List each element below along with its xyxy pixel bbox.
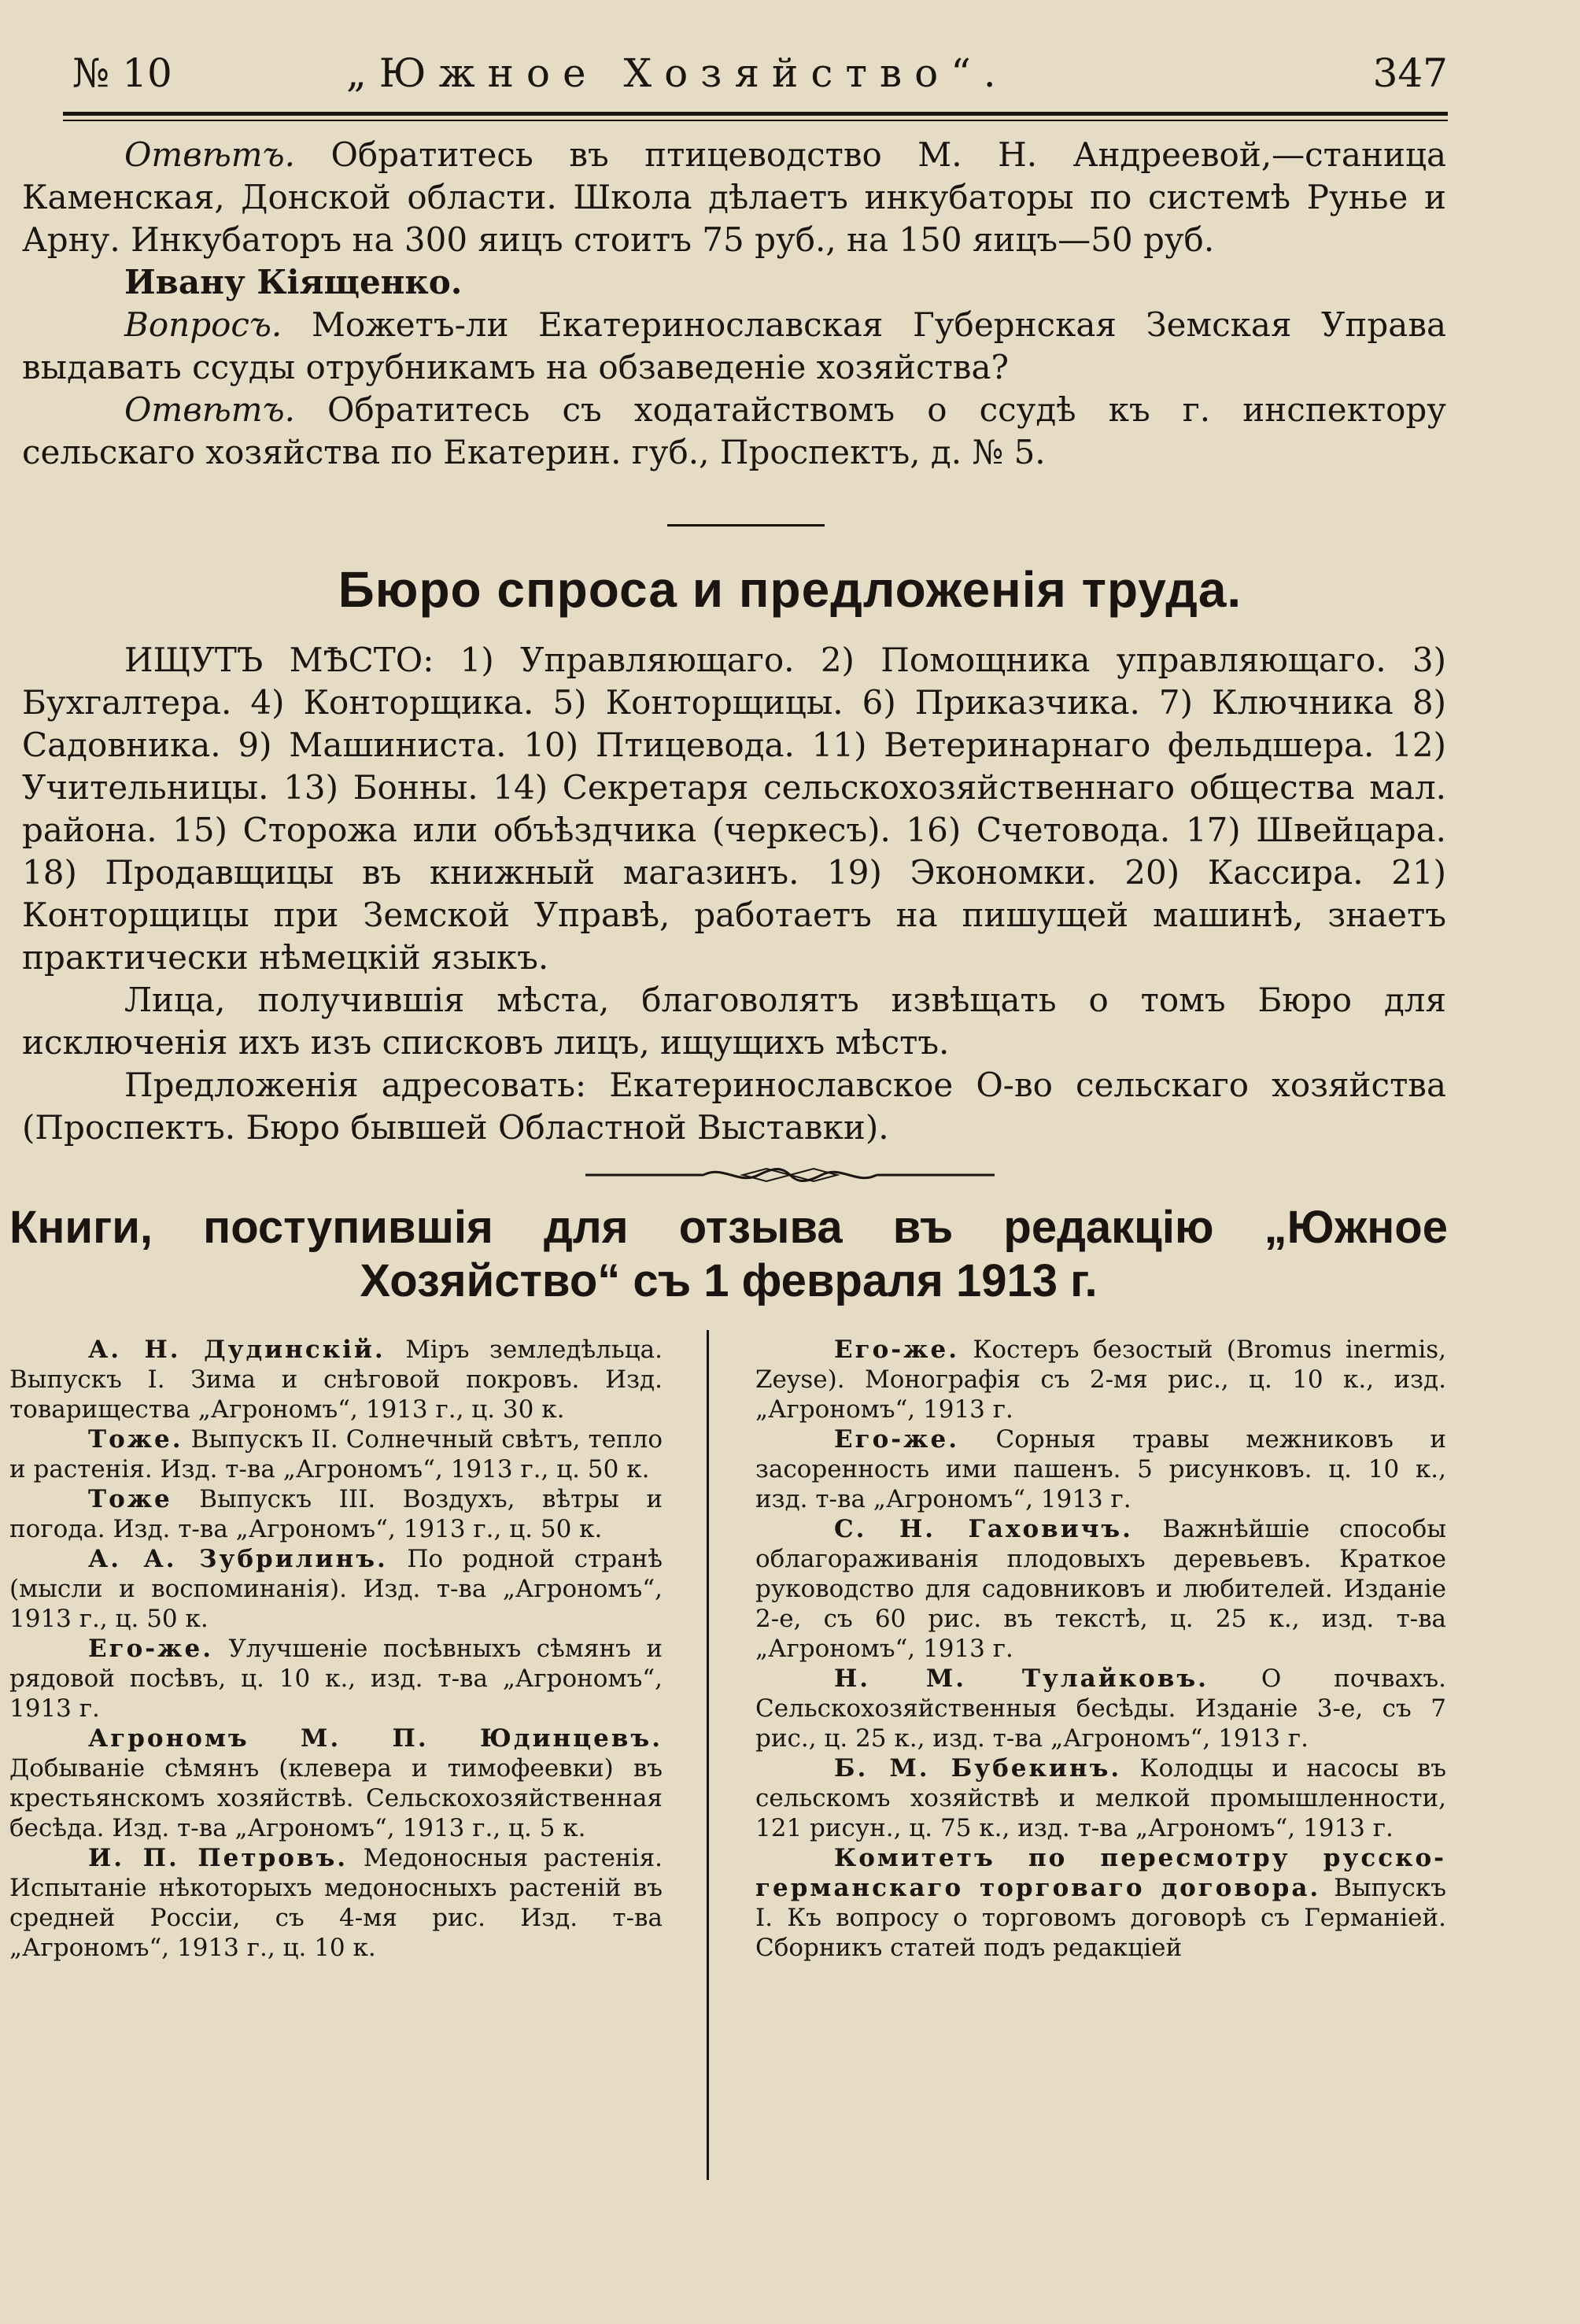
book-description: Міръ земледѣльца. Выпускъ I. Зима и снѣговой покровъ. Изд. товарищества „Агрономъ“, 1913 г., ц. 30 к. (9, 1336, 663, 1424)
question-text: Можетъ-ли Екатеринославская Губернская Земская Управа выдавать ссуды отрубникамъ на обзаведеніе хозяйства? (22, 305, 1446, 386)
book-author: Его-же. (88, 1635, 213, 1663)
book-entry (755, 1753, 1446, 1843)
column-divider (707, 1330, 709, 2180)
books-heading (9, 1201, 1448, 1308)
book-entry (9, 1335, 663, 1424)
book-entry (755, 1664, 1446, 1753)
books-heading-line-2: Хозяйство“ съ 1 февраля 1913 г. (360, 1255, 1098, 1306)
book-author: Комитетъ по пересмотру русско-германскаго торговаго договора. (755, 1844, 1446, 1902)
book-entry (9, 1484, 663, 1544)
answer-paragraph-1 (22, 134, 1446, 261)
book-description: Выпускъ II. Солнечный свѣтъ, тепло и растенія. Изд. т-ва „Агрономъ“, 1913 г., ц. 50 к. (9, 1425, 663, 1483)
book-author: Н. М. Тулайковъ. (834, 1664, 1209, 1693)
book-entry (9, 1544, 663, 1634)
book-description: О почвахъ. Сельскохозяйственныя бесѣды. Изданіе 3-е, съ 7 рис., ц. 25 к., изд. т-ва „Агрономъ“, 1913 г. (755, 1664, 1446, 1753)
header-rule-thick (63, 112, 1448, 116)
book-entry (755, 1424, 1446, 1514)
running-header (63, 46, 1448, 109)
book-description: Колодцы и насосы въ сельскомъ хозяйствѣ и мелкой промышленности, 121 рисун., ц. 75 к., изд. т-ва „Агрономъ“, 1913 г. (755, 1754, 1446, 1842)
question-label: Вопросъ. (124, 305, 282, 344)
book-author: Его-же. (834, 1336, 959, 1364)
book-author: А. Н. Дудинскій. (88, 1336, 386, 1364)
page-number: 347 (1372, 50, 1448, 96)
header-rule-thin (63, 120, 1448, 121)
book-author: И. П. Петровъ. (88, 1844, 349, 1872)
issue-number: № 10 (72, 50, 172, 96)
book-author: А. А. Зубрилинъ. (88, 1545, 388, 1573)
book-entry (9, 1634, 663, 1724)
book-entry (755, 1514, 1446, 1664)
book-author: Тоже. (88, 1425, 183, 1454)
book-description: Костеръ безостый (Bromus inermis, Zeyse). Монографія съ 2-мя рис., ц. 10 к., изд. „Агрономъ“, 1913 г. (755, 1336, 1446, 1424)
book-author: Тоже (88, 1485, 172, 1513)
book-description: Улучшеніе посѣвныхъ сѣмянъ и рядовой посѣвъ, ц. 10 к., изд. т-ва „Агрономъ“, 1913 г. (9, 1635, 663, 1723)
addressee: Ивану Кіященко. (124, 263, 463, 301)
bureau-note-2: Предложенія адресовать: Екатеринославское О-во сельскаго хозяйства (Проспектъ. Бюро бывшей Областной Выставки). (22, 1066, 1446, 1147)
book-author: Б. М. Бубекинъ. (834, 1754, 1122, 1783)
answer-text: Обратитесь съ ходатайствомъ о ссудѣ къ г. инспектору сельскаго хозяйства по Екатерин. губ., Проспектъ, д. № 5. (22, 390, 1446, 471)
question-paragraph (22, 304, 1446, 389)
books-left-column (9, 1335, 663, 1963)
bureau-note-1: Лица, получившія мѣста, благоволятъ извѣщать о томъ Бюро для исключенія ихъ изъ списковъ лицъ, ищущихъ мѣстъ. (22, 981, 1446, 1062)
book-description: Добываніе сѣмянъ (клевера и тимофеевки) въ крестьянскомъ хозяйствѣ. Сельскохозяйственная бесѣда. Изд. т-ва „Агрономъ“, 1913 г., ц. 5 к. (9, 1754, 663, 1842)
book-entry (755, 1335, 1446, 1424)
qa-section (22, 134, 1446, 474)
ornament-divider (0, 1165, 1580, 1188)
book-description: Выпускъ III. Воздухъ, вѣтры и погода. Изд. т-ва „Агрономъ“, 1913 г., ц. 50 к. (9, 1485, 663, 1543)
bureau-section (22, 639, 1446, 1149)
answer-label: Отвѣтъ. (124, 135, 295, 174)
book-author: С. Н. Гаховичъ. (834, 1515, 1133, 1543)
book-entry (9, 1424, 663, 1484)
answer-paragraph-2 (22, 389, 1446, 474)
book-entry (9, 1724, 663, 1843)
book-entry (9, 1843, 663, 1963)
bureau-list: ИЩУТЪ МѢСТО: 1) Управляющаго. 2) Помощника управляющаго. 3) Бухгалтера. 4) Конторщика. 5) Конторщицы. 6) Приказчика. 7) Ключника 8) Садовника. 9) Машиниста. 10) Птицевода. 11) Ветеринарнаго фельдшера. 12) Учительницы. 13) Бонны. 14) Секретаря сельскохозяйственнаго общества мал. района. 15) Сторожа или объѣздчика (черкесъ). 16) Счетовода. 17) Швейцара. 18) Продавщицы въ книжный магазинъ. 19) Экономки. 20) Кассира. 21) Конторщицы при Земской Управѣ, работаетъ на пишущей машинѣ, знаетъ практически нѣмецкій языкъ. (22, 641, 1446, 977)
book-description: Выпускъ I. Къ вопросу о торговомъ договорѣ съ Германіей. Сборникъ статей подъ редакціей (755, 1874, 1447, 1962)
book-author: Агрономъ М. П. Юдинцевъ. (88, 1724, 663, 1753)
book-description: По родной странѣ (мысли и воспоминанія). Изд. т-ва „Агрономъ“, 1913 г., ц. 50 к. (9, 1545, 663, 1633)
book-author: Его-же. (834, 1425, 959, 1454)
book-description: Сорныя травы межниковъ и засоренность ими пашенъ. 5 рисунковъ. ц. 10 к., изд. т-ва „Агрономъ“, 1913 г. (755, 1425, 1446, 1513)
book-description: Медоносныя растенія. Испытаніе нѣкоторыхъ медоносныхъ растеній въ средней Россіи, съ 4-мя рис. Изд. т-ва „Агрономъ“, 1913 г., ц. 10 к. (9, 1844, 663, 1962)
books-heading-line-1: Книги, поступившія для отзыва въ редакцію „Южное (9, 1202, 1448, 1253)
book-description: Важнѣйшіе способы облагораживанія плодовыхъ деревьевъ. Краткое руководство для садовниковъ и любителей. Изданіе 2-е, съ 60 рис. въ текстѣ, ц. 25 к., изд. т-ва „Агрономъ“, 1913 г. (755, 1515, 1446, 1663)
answer-text: Обратитесь въ птицеводство М. Н. Андреевой,—станица Каменская, Донской области. Школа дѣлаетъ инкубаторы по системѣ Руньe и Арну. Инкубаторъ на 300 яицъ стоитъ 75 руб., на 150 яицъ—50 руб. (22, 135, 1446, 259)
books-right-column (755, 1335, 1446, 1963)
section-divider (667, 524, 825, 527)
bureau-heading: Бюро спроса и предложенія труда. (338, 561, 1242, 618)
answer-label: Отвѣтъ. (124, 390, 295, 429)
journal-title: „Южное Хозяйство“. (346, 50, 1009, 96)
book-entry (755, 1843, 1446, 1963)
